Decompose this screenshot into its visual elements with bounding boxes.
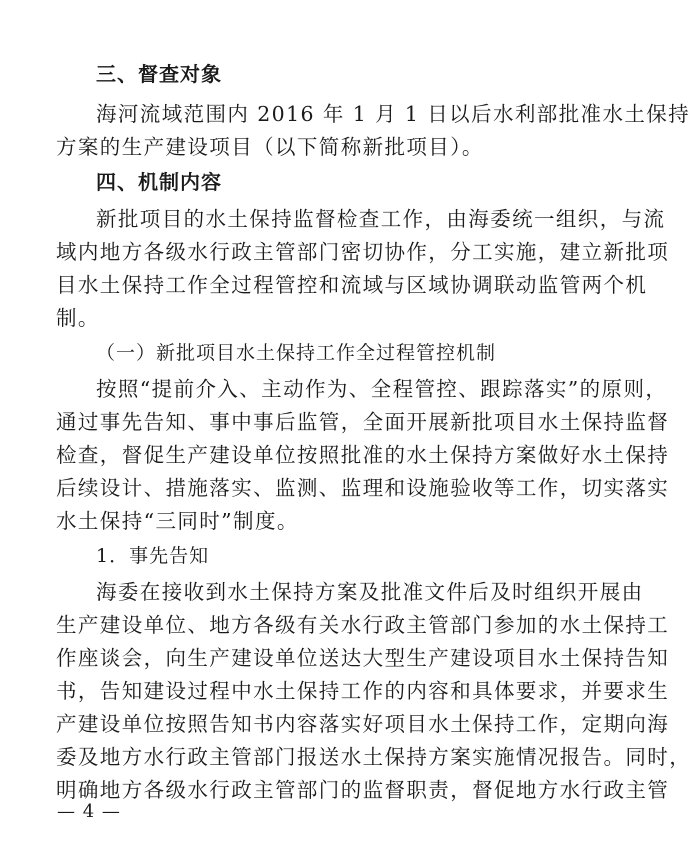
paragraph-line: 通过事先告知、事中事后监管，全面开展新批项目水土保持监督 — [56, 410, 670, 434]
paragraph-line: 后续设计、措施落实、监测、监理和设施验收等工作，切实落实 — [56, 476, 670, 500]
paragraph-line: 按照“提前介入、主动作为、全程管控、跟踪落实”的原则， — [96, 377, 668, 401]
paragraph-line: 海河流域范围内 2016 年 1 月 1 日以后水利部批准水土保持 — [96, 102, 691, 126]
paragraph-line: 检查，督促生产建设单位按照批准的水土保持方案做好水土保持 — [56, 443, 670, 467]
paragraph-line: 新批项目的水土保持监督检查工作，由海委统一组织，与流 — [96, 207, 666, 231]
paragraph-line: 域内地方各级水行政主管部门密切协作，分工实施，建立新批项 — [56, 240, 670, 264]
subsection-heading-full-process-control: （一）新批项目水土保持工作全过程管控机制 — [96, 342, 497, 364]
paragraph-line: 水土保持“三同时”制度。 — [56, 509, 299, 533]
paragraph-line: 制。 — [56, 306, 100, 330]
paragraph-line: 明确地方各级水行政主管部门的监督职责，督促地方水行政主管 — [56, 778, 670, 802]
section-heading-mechanism-content: 四、机制内容 — [96, 170, 222, 194]
paragraph-line: 书，告知建设过程中水土保持工作的内容和具体要求，并要求生 — [56, 679, 670, 703]
paragraph-line: 作座谈会，向生产建设单位送达大型生产建设项目水土保持告知 — [56, 646, 670, 670]
page-number: — 4 — — [57, 801, 121, 822]
paragraph-line: 委及地方水行政主管部门报送水土保持方案实施情况报告。同时， — [56, 745, 692, 769]
item-heading-advance-notice: 1．事先告知 — [96, 545, 210, 567]
paragraph-line: 产建设单位按照告知书内容落实好项目水土保持工作，定期向海 — [56, 712, 670, 736]
paragraph-line: 方案的生产建设项目（以下简称新批项目）。 — [56, 135, 484, 159]
paragraph-line: 生产建设单位、地方各级有关水行政主管部门参加的水土保持工 — [56, 613, 670, 637]
paragraph-line: 目水土保持工作全过程管控和流域与区域协调联动监管两个机 — [56, 273, 648, 297]
paragraph-line: 海委在接收到水土保持方案及批准文件后及时组织开展由 — [96, 580, 644, 604]
section-heading-supervision-targets: 三、督查对象 — [96, 62, 222, 86]
